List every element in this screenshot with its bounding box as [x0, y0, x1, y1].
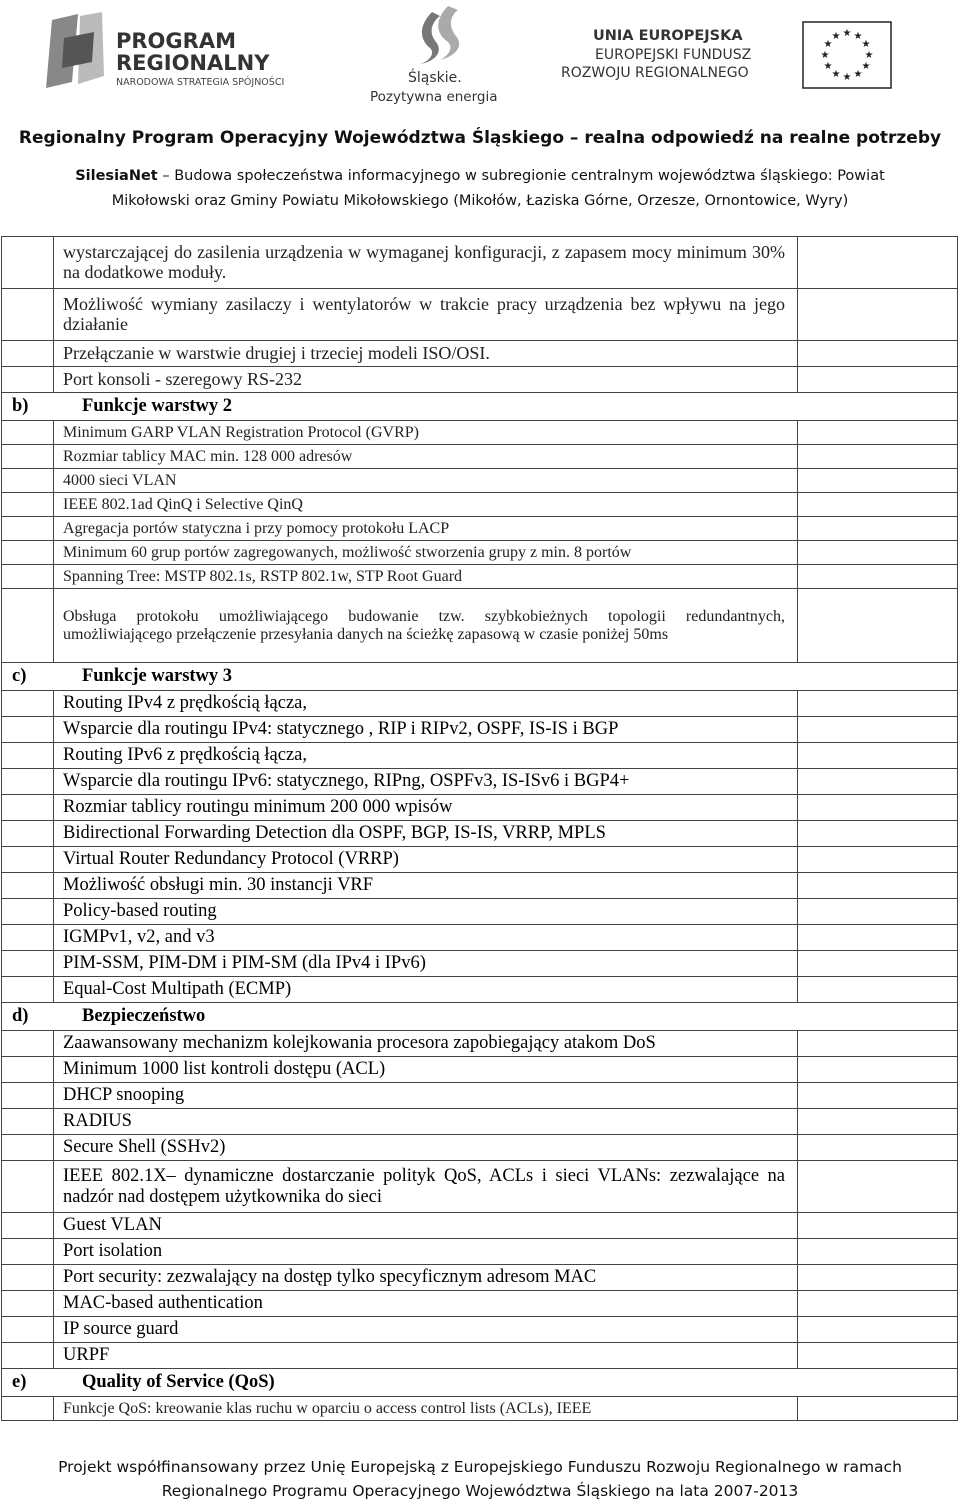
- spec-cell: Guest VLAN: [54, 1213, 798, 1239]
- table-row: [2, 717, 958, 743]
- slaskie-line1: Śląskie.: [408, 70, 462, 86]
- svg-text:★: ★: [842, 72, 852, 83]
- table-row: [2, 367, 958, 393]
- table-row: [2, 1031, 958, 1057]
- spec-cell: IEEE 802.1ad QinQ i Selective QinQ: [54, 493, 798, 517]
- spec-cell: Bidirectional Forwarding Detection dla OSPF, BGP, IS-IS, VRRP, MPLS: [54, 821, 798, 847]
- table-row: [2, 589, 958, 663]
- spec-cell: Zaawansowany mechanizm kolejkowania procesora zapobiegający atakom DoS: [54, 1031, 798, 1057]
- table-row: [2, 1161, 958, 1213]
- spec-table: [1, 236, 958, 1421]
- spec-cell: Policy-based routing: [54, 899, 798, 925]
- spec-cell: Port isolation: [54, 1239, 798, 1265]
- spec-cell: Equal-Cost Multipath (ECMP): [54, 977, 798, 1003]
- spec-cell: Port konsoli - szeregowy RS-232: [54, 367, 798, 393]
- spec-cell: Możliwość obsługi min. 30 instancji VRF: [54, 873, 798, 899]
- svg-text:★: ★: [853, 69, 863, 80]
- table-row: [2, 1265, 958, 1291]
- table-row: [2, 873, 958, 899]
- spec-cell: Virtual Router Redundancy Protocol (VRRP): [54, 847, 798, 873]
- table-row: [2, 1291, 958, 1317]
- spec-cell: Secure Shell (SSHv2): [54, 1135, 798, 1161]
- spec-cell: 4000 sieci VLAN: [54, 469, 798, 493]
- spec-cell: Wsparcie dla routingu IPv6: statycznego, RIPng, OSPFv3, IS-ISv6 i BGP4+: [54, 769, 798, 795]
- spec-cell: Port security: zezwalający na dostęp tylko specyficznym adresom MAC: [54, 1265, 798, 1291]
- section-letter: d): [12, 1006, 29, 1027]
- svg-text:★: ★: [831, 69, 841, 80]
- table-row: [2, 1343, 958, 1369]
- table-row: [2, 445, 958, 469]
- spec-cell: Obsługa protokołu umożliwiającego budowanie tzw. szybkobieżnych topologii redundantnych, umożliwiającego przełączenie przesyłania danych na ścieżkę zapasową w czasie poniżej 50ms: [54, 589, 798, 663]
- footer-line1: Projekt współfinansowany przez Unię Europejską z Europejskiego Funduszu Rozwoju Regionalnego w ramach: [58, 1458, 902, 1476]
- table-row: [2, 1083, 958, 1109]
- section-letter: b): [12, 396, 29, 417]
- spec-cell: MAC-based authentication: [54, 1291, 798, 1317]
- spec-cell: Routing IPv4 z prędkością łącza,: [54, 691, 798, 717]
- spec-cell: Minimum GARP VLAN Registration Protocol (GVRP): [54, 421, 798, 445]
- spec-cell: IP source guard: [54, 1317, 798, 1343]
- table-row: [2, 925, 958, 951]
- section-header: [2, 1003, 958, 1031]
- spec-cell: DHCP snooping: [54, 1083, 798, 1109]
- header-line2: [0, 168, 960, 184]
- table-row: [2, 1239, 958, 1265]
- spec-cell: Możliwość wymiany zasilaczy i wentylatorów w trakcie pracy urządzenia bez wpływu na jego działanie: [54, 289, 798, 341]
- table-row: [2, 469, 958, 493]
- section-title: Bezpieczeństwo: [82, 1006, 206, 1027]
- spec-cell: Wsparcie dla routingu IPv4: statycznego , RIP i RIPv2, OSPF, IS-IS i BGP: [54, 717, 798, 743]
- table-row: [2, 795, 958, 821]
- header-line1: Regionalny Program Operacyjny Województwa Śląskiego – realna odpowiedź na realne potrzeby: [18, 128, 942, 148]
- spec-cell: RADIUS: [54, 1109, 798, 1135]
- spec-cell: Minimum 60 grup portów zagregowanych, możliwość stworzenia grupy z min. 8 portów: [54, 541, 798, 565]
- section-header: [2, 393, 958, 421]
- table-row: [2, 541, 958, 565]
- program-regionalny-line2: REGIONALNY: [116, 51, 270, 75]
- slaskie-line2: Pozytywna energia: [370, 89, 498, 105]
- program-regionalny-line1: PROGRAM: [116, 29, 236, 53]
- table-row: [2, 1135, 958, 1161]
- table-row: [2, 237, 958, 289]
- footer-line2: Regionalnego Programu Operacyjnego Województwa Śląskiego na lata 2007-2013: [161, 1482, 799, 1500]
- svg-text:★: ★: [861, 61, 871, 72]
- table-row: [2, 1213, 958, 1239]
- table-row: [2, 691, 958, 717]
- section-letter: c): [12, 666, 27, 687]
- spec-cell: Agregacja portów statyczna i przy pomocy protokołu LACP: [54, 517, 798, 541]
- unia-line1: UNIA EUROPEJSKA: [593, 28, 743, 44]
- unia-line2: EUROPEJSKI FUNDUSZ: [595, 47, 752, 63]
- spec-cell: PIM-SSM, PIM-DM i PIM-SM (dla IPv4 i IPv6): [54, 951, 798, 977]
- table-row: [2, 821, 958, 847]
- svg-text:★: ★: [861, 39, 871, 50]
- program-regionalny-line3: NARODOWA STRATEGIA SPÓJNOŚCI: [116, 77, 285, 88]
- spec-cell: Rozmiar tablicy routingu minimum 200 000 wpisów: [54, 795, 798, 821]
- unia-line3: ROZWOJU REGIONALNEGO: [561, 65, 749, 81]
- table-row: [2, 1397, 958, 1421]
- header-line3: Mikołowski oraz Gminy Powiatu Mikołowskiego (Mikołów, Łaziska Górne, Orzesze, Ornontowice, Wyry): [111, 193, 849, 209]
- svg-text:★: ★: [831, 31, 841, 42]
- spec-cell: Funkcje QoS: kreowanie klas ruchu w oparciu o access control lists (ACLs), IEEE: [54, 1397, 798, 1421]
- section-letter: e): [12, 1372, 27, 1393]
- section-header: [2, 1369, 958, 1397]
- table-row: [2, 1109, 958, 1135]
- unia-europejska-logo: [555, 20, 915, 100]
- table-row: [2, 951, 958, 977]
- spec-cell: Routing IPv6 z prędkością łącza,: [54, 743, 798, 769]
- table-row: [2, 341, 958, 367]
- spec-cell: Minimum 1000 list kontroli dostępu (ACL): [54, 1057, 798, 1083]
- table-row: [2, 977, 958, 1003]
- svg-text:★: ★: [823, 61, 833, 72]
- program-regionalny-logo: [40, 12, 320, 92]
- table-row: [2, 847, 958, 873]
- spec-cell: Przełączanie w warstwie drugiej i trzeciej modeli ISO/OSI.: [54, 341, 798, 367]
- section-title: Quality of Service (QoS): [82, 1372, 275, 1393]
- spec-cell: IGMPv1, v2, and v3: [54, 925, 798, 951]
- header-line2-rest: – Budowa społeczeństwa informacyjnego w subregionie centralnym województwa śląskiego: Powiat: [157, 168, 885, 184]
- slaskie-logo: [362, 2, 522, 106]
- table-row: [2, 769, 958, 795]
- svg-text:★: ★: [853, 31, 863, 42]
- table-row: [2, 289, 958, 341]
- table-row: [2, 517, 958, 541]
- table-row: [2, 1057, 958, 1083]
- section-header: [2, 663, 958, 691]
- spec-cell: IEEE 802.1X– dynamiczne dostarczanie polityk QoS, ACLs i sieci VLANs: zezwalające na nadzór nad dostępem użytkownika do sieci: [54, 1161, 798, 1213]
- logo-bar: [0, 0, 960, 115]
- table-row: [2, 899, 958, 925]
- table-row: [2, 493, 958, 517]
- svg-text:★: ★: [823, 39, 833, 50]
- spec-cell: URPF: [54, 1343, 798, 1369]
- table-row: [2, 421, 958, 445]
- table-row: [2, 1317, 958, 1343]
- table-row: [2, 565, 958, 589]
- svg-text:★: ★: [820, 50, 830, 61]
- section-title: Funkcje warstwy 2: [82, 396, 233, 417]
- svg-text:★: ★: [842, 28, 852, 39]
- section-title: Funkcje warstwy 3: [82, 666, 233, 687]
- header-project-name: SilesiaNet: [75, 168, 158, 184]
- spec-cell: wystarczającej do zasilenia urządzenia w wymaganej konfiguracji, z zapasem mocy minimum 30% na dodatkowe moduły.: [54, 237, 798, 289]
- table-row: [2, 743, 958, 769]
- spec-cell: Rozmiar tablicy MAC min. 128 000 adresów: [54, 445, 798, 469]
- svg-text:★: ★: [864, 50, 874, 61]
- spec-cell: Spanning Tree: MSTP 802.1s, RSTP 802.1w, STP Root Guard: [54, 565, 798, 589]
